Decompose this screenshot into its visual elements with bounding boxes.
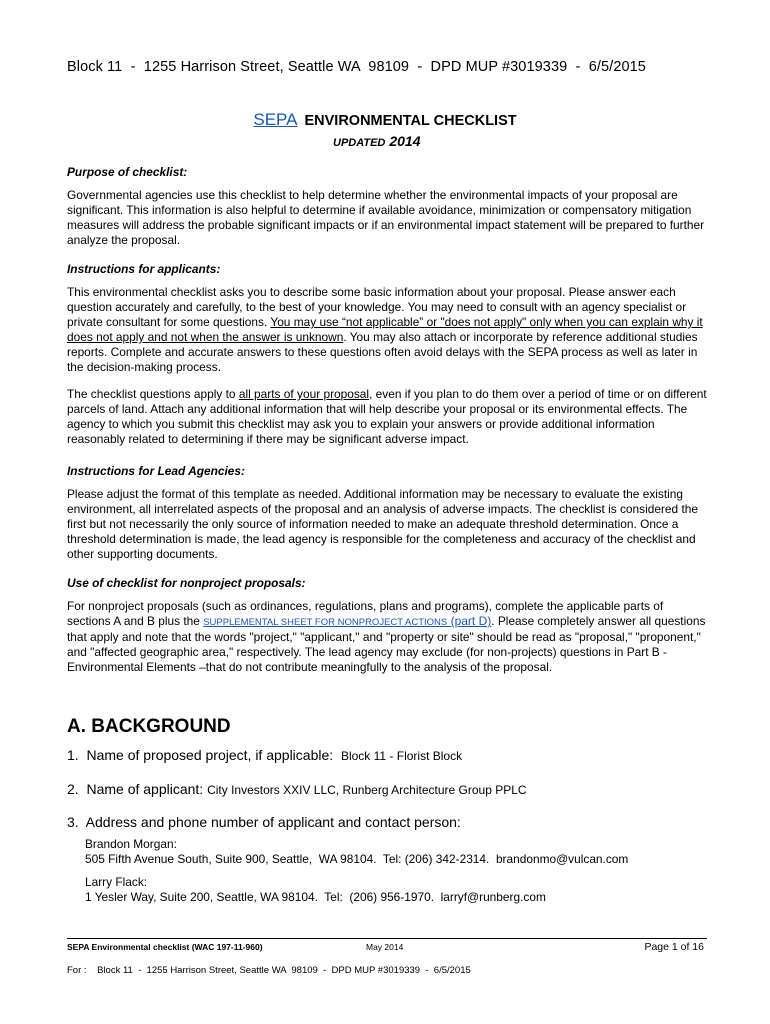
nonproject-section	[67, 576, 707, 675]
nonproject-heading: Use of checklist for nonproject proposals:	[67, 576, 306, 590]
question-3-label: 3. Address and phone number of applicant and contact person:	[67, 814, 461, 830]
footer-form-id: SEPA Environmental checklist (WAC 197-11-960)	[67, 942, 263, 952]
supplemental-sheet-link[interactable]	[203, 614, 492, 628]
applicants-heading-colon: :	[216, 262, 221, 276]
updated-text: UPDATED	[333, 137, 386, 149]
question-1-answer: Block 11 - Florist Block	[340, 749, 463, 763]
question-2-label: 2. Name of applicant:	[67, 781, 204, 797]
footer-page-number: Page 1 of 16	[644, 941, 704, 953]
question-3	[67, 814, 461, 830]
footer-for-line: For : Block 11 - 1255 Harrison Street, Seattle WA 98109 - DPD MUP #3019339 - 6/5/2015	[67, 965, 471, 976]
applicants-p2-underlined: all parts of your proposal	[238, 387, 370, 401]
purpose-heading: Purpose of checklist:	[67, 165, 188, 179]
question-1-label: 1. Name of proposed project, if applicable:	[67, 747, 334, 763]
purpose-text: Governmental agencies use this checklist to help determine whether the environmental impacts of your proposal are significant. This information is also helpful to determine if available avoidance, minimization or compensatory mitigation measures will address the probable significant impacts or if an environmental impact statement will be prepared to further analyze the proposal.	[67, 188, 705, 247]
contact-1	[85, 837, 628, 867]
lead-agencies-section	[67, 464, 707, 562]
page-title	[0, 110, 770, 130]
contact-2	[85, 875, 546, 905]
applicants-p2-text-a: The checklist questions apply to	[67, 387, 239, 401]
applicants-paragraph-1	[67, 285, 707, 375]
nonproject-text	[67, 599, 707, 675]
applicants-heading	[67, 262, 707, 277]
footer-divider	[67, 938, 707, 939]
applicants-p2-text-b: , even if you plan to do them over a period of time or on different parcels of land. Attach any additional information that will help describe your proposal or its environmental effects. The agency to which you submit this checklist may ask you to explain your answers or provide additional information reasonably related to determining if there may be significant adverse impact.	[67, 387, 707, 446]
lead-agencies-text: Please adjust the format of this template as needed. Additional information may be necessary to evaluate the existing environment, all interrelated aspects of the proposal and an analysis of adverse impacts. The checklist is considered the first but not necessarily the only source of information needed to make an adequate threshold determination. Once a threshold determination is made, the lead agency is responsible for the completeness and accuracy of the checklist and other supporting documents.	[67, 487, 698, 561]
applicants-paragraph-2	[67, 387, 707, 447]
question-2-answer: City Investors XXIV LLC, Runberg Architecture Group PPLC	[207, 783, 527, 797]
contact-2-details: 1 Yesler Way, Suite 200, Seattle, WA 98104. Tel: (206) 956-1970. larryf@runberg.com	[85, 890, 546, 904]
applicants-p1-text-b: . You may also attach or incorporate by reference additional studies reports. Complete and accurate answers to these questions often avoid delays with the SEPA process as well as later in the decision-making process.	[67, 330, 698, 374]
updated-label	[333, 133, 421, 149]
running-header: Block 11 - 1255 Harrison Street, Seattle WA 98109 - DPD MUP #3019339 - 6/5/2015	[67, 59, 646, 75]
section-a-heading: A. BACKGROUND	[67, 716, 231, 737]
sepa-link[interactable]: SEPA	[253, 110, 298, 129]
updated-year: 2014	[389, 133, 421, 149]
contact-1-name: Brandon Morgan:	[85, 837, 177, 851]
lead-agencies-heading: Instructions for Lead Agencies:	[67, 464, 245, 478]
contact-2-name: Larry Flack:	[85, 875, 148, 889]
part-d-link-text: (part D)	[447, 614, 492, 628]
question-2	[67, 781, 527, 797]
title-text: ENVIRONMENTAL CHECKLIST	[304, 113, 517, 129]
applicants-p1-underlined: You may use “not applicable” or "does not apply" only when you can explain why it does not apply and not when the answer is unknown	[67, 315, 703, 344]
contact-1-details: 505 Fifth Avenue South, Suite 900, Seattle, WA 98104. Tel: (206) 342-2314. brandonmo@vulcan.com	[85, 852, 629, 866]
applicants-section	[67, 262, 707, 447]
question-1	[67, 747, 462, 763]
nonproject-text-a: For nonproject proposals (such as ordinances, regulations, plans and programs), complete the applicable parts of sections A and B plus the	[67, 599, 664, 628]
applicants-p1-text-a: This environmental checklist asks you to describe some basic information about your proposal. Please answer each question accurately and carefully, to the best of your knowledge. You may need to consult with an agency specialist or private consultant for some questions.	[67, 285, 687, 329]
supplemental-sheet-link-text: SUPPLEMENTAL SHEET FOR NONPROJECT ACTIONS	[203, 617, 448, 628]
applicants-heading-text: Instructions for applicants	[67, 262, 217, 276]
footer-date: May 2014	[366, 942, 404, 952]
nonproject-text-b: . Please completely answer all questions that apply and note that the words "project," "applicant," and "property or site" should be read as "proposal," "proponent," and "affected geographic area," respectively. The lead agency may exclude (for non-projects) questions in Part B - Environmental Elements –that do not contribute meaningfully to the analysis of the proposal.	[67, 614, 706, 674]
purpose-section	[67, 165, 707, 248]
